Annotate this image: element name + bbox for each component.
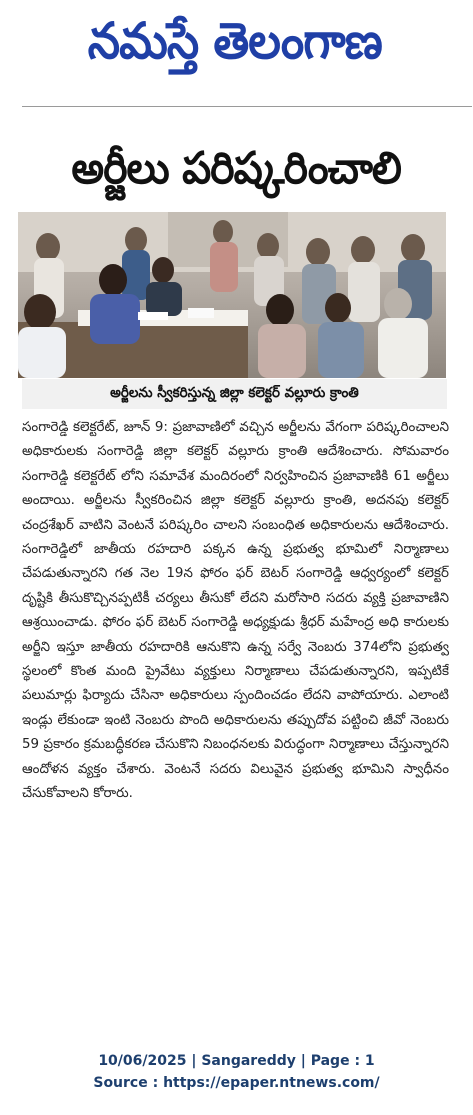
footer-source: Source : https://epaper.ntnews.com/: [93, 1075, 380, 1091]
footer-date-edition: 10/06/2025 | Sangareddy | Page : 1: [98, 1053, 375, 1069]
photo-caption: [22, 379, 447, 409]
photo-caption-text: అర్జీలను స్వీకరిస్తున్న జిల్లా కలెక్టర్ వల్లూరు క్రాంతి: [110, 384, 359, 401]
article-paragraph: సంగారెడ్డి కలెక్టరేట్, జూన్ 9: ప్రజావాణిలో వచ్చిన అర్జీలను వేగంగా పరిష్కరించాలని అధికారులకు సంగారెడ్డి జిల్లా కలెక్టర్ వల్లూరు క్రాంతి ఆదేశించారు. సోమవారం సంగారెడ్డి కలెక్టరేట్ లోని సమావేశ మందిరంలో నిర్వహించిన ప్రజావాణికి 61 అర్జీలు అందాయి. అర్జీలను స్వీకరించిన జిల్లా కలెక్టర్ వల్లూరు క్రాంతి, అదనపు కలెక్టర్ చంద్రశేఖర్ వాటిని వెంటనే పరిష్కరిం చాలని సంబంధిత అధికారులను ఆదేశించారు. సంగారెడ్డిలో జాతీయ రహదారి పక్కన ఉన్న ప్రభుత్వ భూమిలో నిర్మాణాలు చేపడుతున్నారని గత నెల 19న ఫోరం ఫర్ బెటర్ సంగారెడ్డి ఆధ్వర్యంలో కలెక్టర్ దృష్టికి తీసుకొచ్చినప్పటికీ చర్యలు తీసుకో లేదని మరోసారి సదరు వ్యక్తి ప్రజావాణిని ఆశ్రయించాడు. ఫోరం ఫర్ బెటర్ సంగారెడ్డి అధ్యక్షుడు శ్రీధర్ మహేంద్ర అధి కారులకు అర్జీని ఇస్తూ జాతీయ రహదారికి ఆనుకొని ఉన్న సర్వే నెంబరు 374లోని ప్రభుత్వ స్థలంలో కొంత మంది ప్రైవేటు వ్యక్తులు నిర్మాణాలు చేపడుతున్నారని, ఇప్పటికే పలుమార్లు ఫిర్యాదు చేసినా అధికారులు స్పందించడం లేదని వాపోయారు. ఎలాంటి ఇండ్లు లేకుండా ఇంటి నెంబరు పొంది అధికారులను తప్పుదోవ పట్టించి జీవో నెంబరు 59 ప్రకారం క్రమబద్ధీకరణ చేసుకొని నిబంధనలకు విరుద్ధంగా నిర్మాణాలు చేస్తున్నారని ఆందోళన వ్యక్తం చేశారు. వెంటనే సదరు విలువైన ప్రభుత్వ భూమిని స్వాధీనం చేసుకోవాలని కోరారు.: [22, 420, 449, 802]
headline-text: అర్జీలు పరిష్కరించాలి: [71, 143, 402, 194]
news-photo-illustration: [18, 212, 446, 378]
masthead: [30, 8, 440, 86]
clipping-footer: [0, 1050, 473, 1094]
masthead-title: నమస్తే తెలంగాణ: [88, 11, 382, 70]
headline: [10, 138, 463, 210]
masthead-divider: [22, 106, 472, 107]
article-body: [22, 416, 449, 807]
news-photo: [18, 212, 446, 378]
